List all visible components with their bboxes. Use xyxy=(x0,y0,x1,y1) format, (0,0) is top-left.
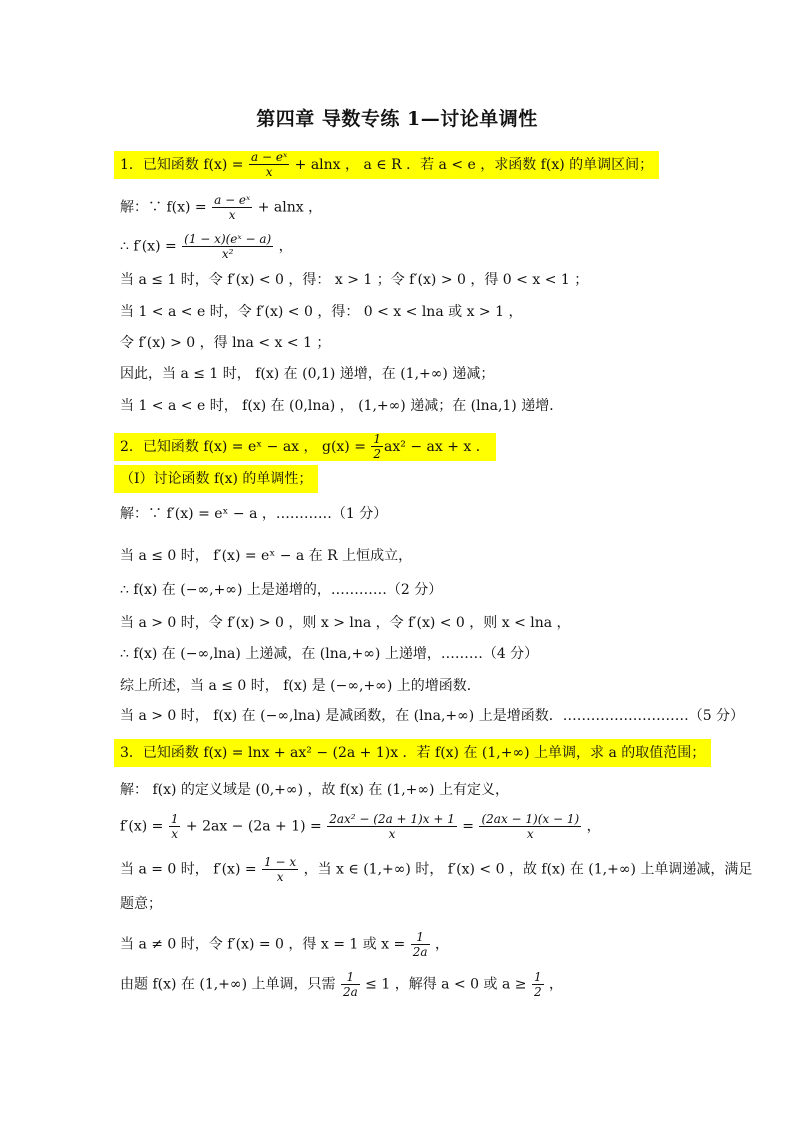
solution-line: 当 1 < a < e 时，令 f′(x) < 0 ，得： 0 < x < lna 或 x > 1 ， xyxy=(120,304,523,320)
fraction: $\frac{1}{2}$ xyxy=(373,432,382,461)
fraction: $\frac{\text{a − eˣ}}{x}$ xyxy=(214,193,251,222)
problem-3-statement xyxy=(120,743,711,763)
highlight: 3．已知函数 f(x) = lnx + ax² − (2a + 1)x ．若 f(x) 在 (1,+∞) 上单调，求 a 的取值范围； xyxy=(114,739,711,767)
solution-line: 当 1 < a < e 时， f(x) 在 (0,lna) ， (1,+∞) 递减；在 (lna,1) 递增． xyxy=(120,398,564,414)
fraction: $\frac{\text{2ax² − (2a + 1)x + 1}}{x}$ xyxy=(329,812,455,841)
problem-1-statement xyxy=(120,150,659,179)
fraction: $\frac{(2ax - 1)(x - 1)}{x}$ xyxy=(481,812,580,841)
fraction: $\frac{\text{a − eˣ}}{x}$ xyxy=(251,150,288,179)
solution-line: 由题 f(x) 在 (1,+∞) 上单调，只需 $\frac{1}{2a}$ ≤ 1 ，解得 a < 0 或 a ≥ $\frac{1}{2}$ ， xyxy=(120,970,564,999)
page-title: 第四章 导数专练 1—讨论单调性 xyxy=(256,108,538,130)
solution-line: 解：∵ f′(x) = eˣ − a ，…………（1 分） xyxy=(120,506,388,522)
solution-line: 令 f′(x) > 0 ，得 lna < x < 1 ； xyxy=(120,335,331,351)
solution-line: 当 a ≠ 0 时，令 f′(x) = 0 ，得 x = 1 或 x = $\frac{1}{2a}$ ， xyxy=(120,930,449,959)
solution-line: 当 a = 0 时， f′(x) = $\frac{1 - x}{x}$ ，当 x ∈ (1,+∞) 时， f′(x) < 0 ，故 f(x) 在 (1,+∞) 上单调递减，满足 xyxy=(120,855,753,884)
solution-line: 当 a > 0 时， f(x) 在 (−∞,lna) 是减函数，在 (lna,+∞) 上是增函数．………………………（5 分） xyxy=(120,708,745,724)
highlight: 1．已知函数 f(x) = $\frac{\text{a − eˣ}}{x}$ + alnx ， a ∈ R ．若 a < e ，求函数 f(x) 的单调区间； xyxy=(114,151,659,179)
solution-line: 解： f(x) 的定义域是 (0,+∞) ，故 f(x) 在 (1,+∞) 上有定义， xyxy=(120,782,509,798)
problem-2-subquestion xyxy=(120,469,318,489)
solution-line: 题意； xyxy=(120,896,162,912)
solution-line: 因此，当 a ≤ 1 时， f(x) 在 (0,1) 递增，在 (1,+∞) 递减； xyxy=(120,366,495,382)
fraction: $\frac{1}{x}$ xyxy=(170,812,179,841)
fraction: $\frac{\text{(1 − x)(eˣ − a)}}{\text{x²}}$ xyxy=(184,232,272,261)
fraction: $\frac{1 - x}{x}$ xyxy=(264,855,297,884)
highlight: （Ⅰ）讨论函数 f(x) 的单调性； xyxy=(114,465,318,493)
solution-line: 当 a > 0 时，令 f′(x) > 0 ，则 x > lna ，令 f′(x) < 0 ，则 x < lna ， xyxy=(120,615,571,631)
solution-line: 当 a ≤ 1 时，令 f′(x) < 0 ，得： x > 1 ；令 f′(x) > 0 ，得 0 < x < 1 ； xyxy=(120,272,589,288)
solution-line: f′(x) = $\frac{1}{x}$ + 2ax − (2a + 1) = $\frac{\text{2ax² − (2a + 1)x + 1}}{x}$ = $\frac{(2ax - 1)(x - 1)}{x}$ ， xyxy=(120,812,601,841)
solution-line: 解：∵ f(x) = $\frac{\text{a − eˣ}}{x}$ + alnx ， xyxy=(120,193,323,222)
solution-line: ∴ f(x) 在 (−∞,+∞) 上是递增的，…………（2 分） xyxy=(120,582,443,598)
highlight: 2．已知函数 f(x) = eˣ − ax ， g(x) = $\frac{1}{2}$ ax² − ax + x ． xyxy=(114,433,496,461)
solution-line: ∴ f(x) 在 (−∞,lna) 上递减，在 (lna,+∞) 上递增，………（4 分） xyxy=(120,646,539,662)
solution-line: 当 a ≤ 0 时， f′(x) = eˣ − a 在 R 上恒成立， xyxy=(120,548,413,564)
problem-2-statement xyxy=(120,432,496,461)
fraction: $\frac{1}{2a}$ xyxy=(412,930,428,959)
fraction: $\frac{1}{2}$ xyxy=(533,970,542,999)
solution-line: 综上所述，当 a ≤ 0 时， f(x) 是 (−∞,+∞) 上的增函数． xyxy=(120,678,481,694)
fraction: $\frac{1}{2a}$ xyxy=(342,970,358,999)
solution-line: ∴ f′(x) = $\frac{\text{(1 − x)(eˣ − a)}}{\text{x²}}$ ， xyxy=(120,232,293,261)
